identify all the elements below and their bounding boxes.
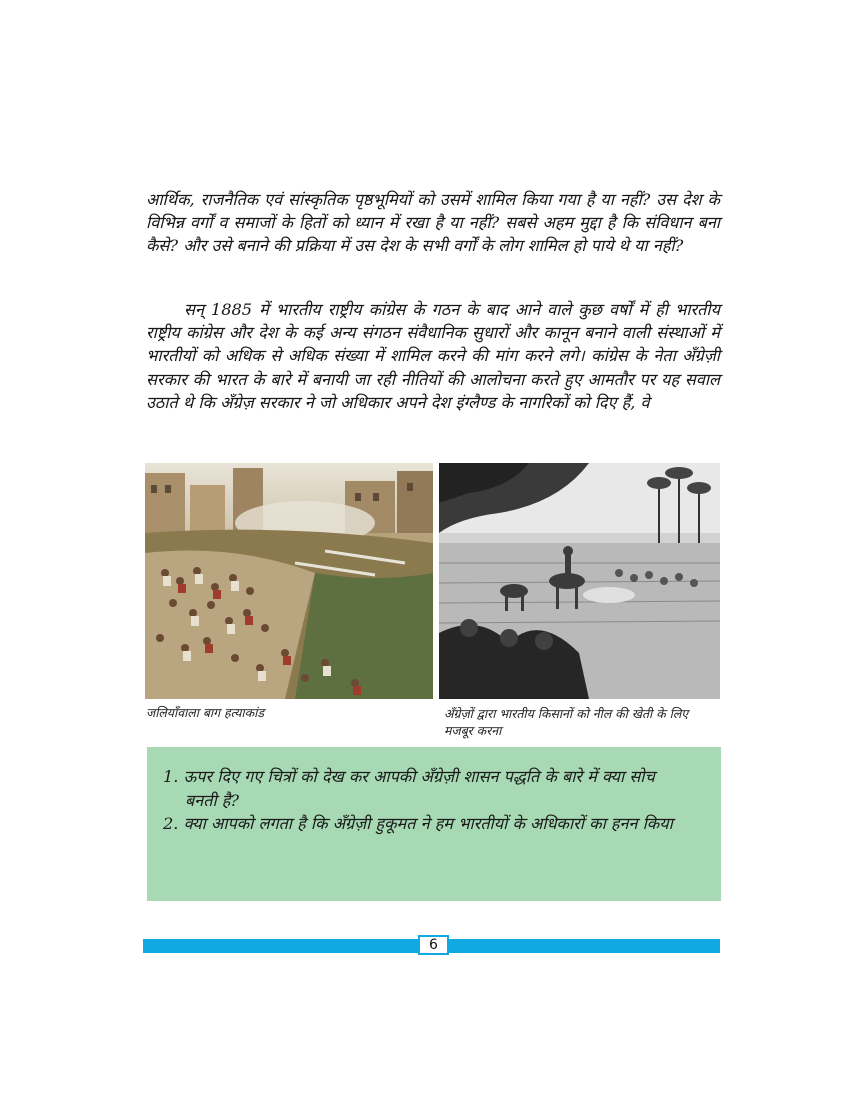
question-2: 2. क्या आपको लगता है कि अँग्रेज़ी हुकूमत ने हम भारतीयों के अधिकारों का हनन किया bbox=[163, 814, 673, 833]
right-figure-caption: अँग्रेज़ों द्वारा भारतीय किसानों को नील की खेती के लिए मजबूर करना bbox=[444, 706, 689, 738]
body-paragraph-2: सन् 1885 में भारतीय राष्ट्रीय कांग्रेस के गठन के बाद आने वाले कुछ वर्षों में ही भारतीय राष्ट्रीय कांग्रेस और देश के कई अन्य संगठन संवैधानिक सुधारों और कानून बनाने वाली संस्थाओं में भारतीयों को अधिक से अधिक संख्या में शामिल करने की मांग करने लगे। कांग्रेस के नेता अँग्रेज़ी सरकार की भारत के बारे में बनायी जा रही नीतियों की आलोचना करते हुए आमतौर पर यह सवाल उठाते थे कि अँग्रेज़ सरकार ने जो अधिकार अपने देश इंग्लैण्ड के नागरिकों को दिए हैं, वे bbox=[146, 300, 720, 412]
left-figure-caption: जलियाँवाला बाग हत्याकांड bbox=[146, 705, 264, 720]
question-box bbox=[147, 747, 721, 901]
question-1: 1. ऊपर दिए गए चित्रों को देख कर आपकी अँग्रेज़ी शासन पद्धति के बारे में क्या सोच bbox=[163, 767, 655, 786]
massacre-illustration bbox=[145, 463, 433, 699]
indigo-illustration bbox=[439, 463, 720, 699]
question-1-continued: बनती है? bbox=[185, 790, 240, 810]
page-number: 6 bbox=[418, 935, 449, 955]
jallianwala-bagh-painting bbox=[145, 463, 433, 699]
body-paragraph-1: आर्थिक, राजनैतिक एवं सांस्कृतिक पृष्ठभूमियों को उसमें शामिल किया गया है या नहीं? उस देश के विभिन्न वर्गों व समाजों के हितों को ध्यान में रखा है या नहीं? सबसे अहम मुद्दा है कि संविधान बना कैसे? और उसे बनाने की प्रक्रिया में उस देश के सभी वर्गों के लोग शामिल हो पाये थे या नहीं? bbox=[146, 190, 720, 256]
indigo-farmers-engraving bbox=[439, 463, 720, 699]
